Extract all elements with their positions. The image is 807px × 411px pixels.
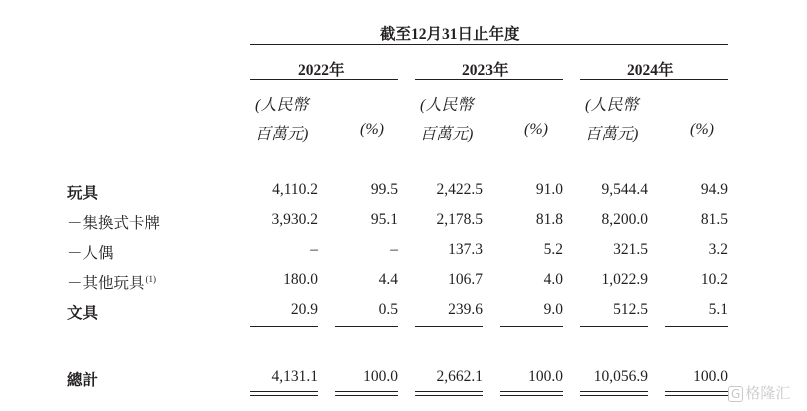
subtotal-rule-2 bbox=[335, 326, 398, 327]
cell-2022-amount: – bbox=[310, 241, 318, 258]
total-double-rule-b1 bbox=[250, 395, 318, 396]
total-double-rule-a5 bbox=[580, 391, 648, 392]
cell-2022-pct: – bbox=[390, 241, 398, 258]
total-2024-pct: 100.0 bbox=[693, 368, 728, 385]
cell-2024-amount: 9,544.4 bbox=[601, 181, 648, 198]
period-rule bbox=[250, 44, 728, 45]
cell-2023-amount: 2,178.5 bbox=[436, 211, 483, 228]
cell-2023-pct: 81.8 bbox=[535, 211, 563, 228]
row-label bbox=[67, 241, 114, 263]
row-label-text: 文具 bbox=[67, 305, 99, 322]
total-2022-pct: 100.0 bbox=[363, 368, 398, 385]
cell-2024-amount: 321.5 bbox=[613, 241, 648, 258]
cell-2022-pct: 4.4 bbox=[378, 271, 398, 288]
total-double-rule-b2 bbox=[335, 395, 398, 396]
watermark bbox=[728, 382, 790, 403]
cell-2022-amount: 20.9 bbox=[290, 301, 318, 318]
pct-2022: (%) bbox=[360, 121, 384, 138]
subtotal-rule-6 bbox=[665, 326, 728, 327]
cell-2022-amount: 3,930.2 bbox=[271, 211, 318, 228]
unit-2022-line1: (人民幣 bbox=[255, 97, 309, 114]
cell-2023-amount: 137.3 bbox=[448, 241, 483, 258]
cell-2023-pct: 9.0 bbox=[543, 301, 563, 318]
row-label-text: 玩具 bbox=[67, 185, 99, 202]
cell-2023-amount: 2,422.5 bbox=[436, 181, 483, 198]
total-2024-amount: 10,056.9 bbox=[593, 368, 648, 385]
total-label: 總計 bbox=[67, 372, 99, 389]
subtotal-rule-1 bbox=[250, 326, 318, 327]
cell-2022-pct: 95.1 bbox=[370, 211, 398, 228]
row-label-text: －人偶 bbox=[67, 245, 114, 262]
total-double-rule-a2 bbox=[335, 391, 398, 392]
unit-2024-line2: 百萬元) bbox=[585, 126, 639, 143]
cell-2022-pct: 0.5 bbox=[378, 301, 398, 318]
total-double-rule-a4 bbox=[500, 391, 563, 392]
total-double-rule-b4 bbox=[500, 395, 563, 396]
year-2024-rule bbox=[580, 79, 728, 80]
cell-2023-pct: 5.2 bbox=[543, 241, 563, 258]
total-double-rule-b5 bbox=[580, 395, 648, 396]
unit-2023-line1: (人民幣 bbox=[420, 97, 474, 114]
cell-2023-pct: 4.0 bbox=[543, 271, 563, 288]
unit-2022-line2: 百萬元) bbox=[255, 126, 309, 143]
cell-2023-pct: 91.0 bbox=[535, 181, 563, 198]
row-label bbox=[67, 301, 98, 323]
year-2022-rule bbox=[250, 79, 398, 80]
cell-2024-amount: 512.5 bbox=[613, 301, 648, 318]
row-label bbox=[67, 211, 160, 233]
subtotal-rule-4 bbox=[500, 326, 563, 327]
watermark-text: 格隆汇 bbox=[745, 384, 791, 402]
row-label bbox=[67, 271, 156, 293]
period-header: 截至12月31日止年度 bbox=[380, 26, 520, 43]
cell-2024-pct: 5.1 bbox=[708, 301, 728, 318]
cell-2023-amount: 239.6 bbox=[448, 301, 483, 318]
cell-2023-amount: 106.7 bbox=[448, 271, 483, 288]
cell-2022-pct: 99.5 bbox=[370, 181, 398, 198]
total-2022-amount: 4,131.1 bbox=[271, 368, 318, 385]
total-double-rule-b6 bbox=[665, 395, 728, 396]
footnote-marker: (1) bbox=[145, 274, 157, 284]
total-double-rule-a3 bbox=[415, 391, 483, 392]
total-double-rule-a6 bbox=[665, 391, 728, 392]
cell-2022-amount: 180.0 bbox=[283, 271, 318, 288]
watermark-logo-icon: G bbox=[728, 386, 743, 402]
total-2023-amount: 2,662.1 bbox=[436, 368, 483, 385]
unit-2024-line1: (人民幣 bbox=[585, 97, 639, 114]
cell-2024-pct: 10.2 bbox=[700, 271, 728, 288]
year-2024-header: 2024年 bbox=[627, 62, 674, 79]
unit-2023-line2: 百萬元) bbox=[420, 126, 474, 143]
pct-2023: (%) bbox=[524, 121, 548, 138]
cell-2024-amount: 1,022.9 bbox=[601, 271, 648, 288]
total-double-rule-a1 bbox=[250, 391, 318, 392]
year-2022-header: 2022年 bbox=[298, 62, 345, 79]
row-label-text: －集換式卡牌 bbox=[67, 215, 161, 232]
row-label-text: －其他玩具 bbox=[67, 275, 145, 292]
total-double-rule-b3 bbox=[415, 395, 483, 396]
total-2023-pct: 100.0 bbox=[528, 368, 563, 385]
pct-2024: (%) bbox=[690, 121, 714, 138]
cell-2024-amount: 8,200.0 bbox=[601, 211, 648, 228]
cell-2024-pct: 3.2 bbox=[708, 241, 728, 258]
subtotal-rule-5 bbox=[580, 326, 648, 327]
subtotal-rule-3 bbox=[415, 326, 483, 327]
cell-2024-pct: 94.9 bbox=[700, 181, 728, 198]
cell-2022-amount: 4,110.2 bbox=[272, 181, 318, 198]
year-2023-header: 2023年 bbox=[462, 62, 509, 79]
year-2023-rule bbox=[415, 79, 563, 80]
cell-2024-pct: 81.5 bbox=[700, 211, 728, 228]
row-label bbox=[67, 181, 98, 203]
